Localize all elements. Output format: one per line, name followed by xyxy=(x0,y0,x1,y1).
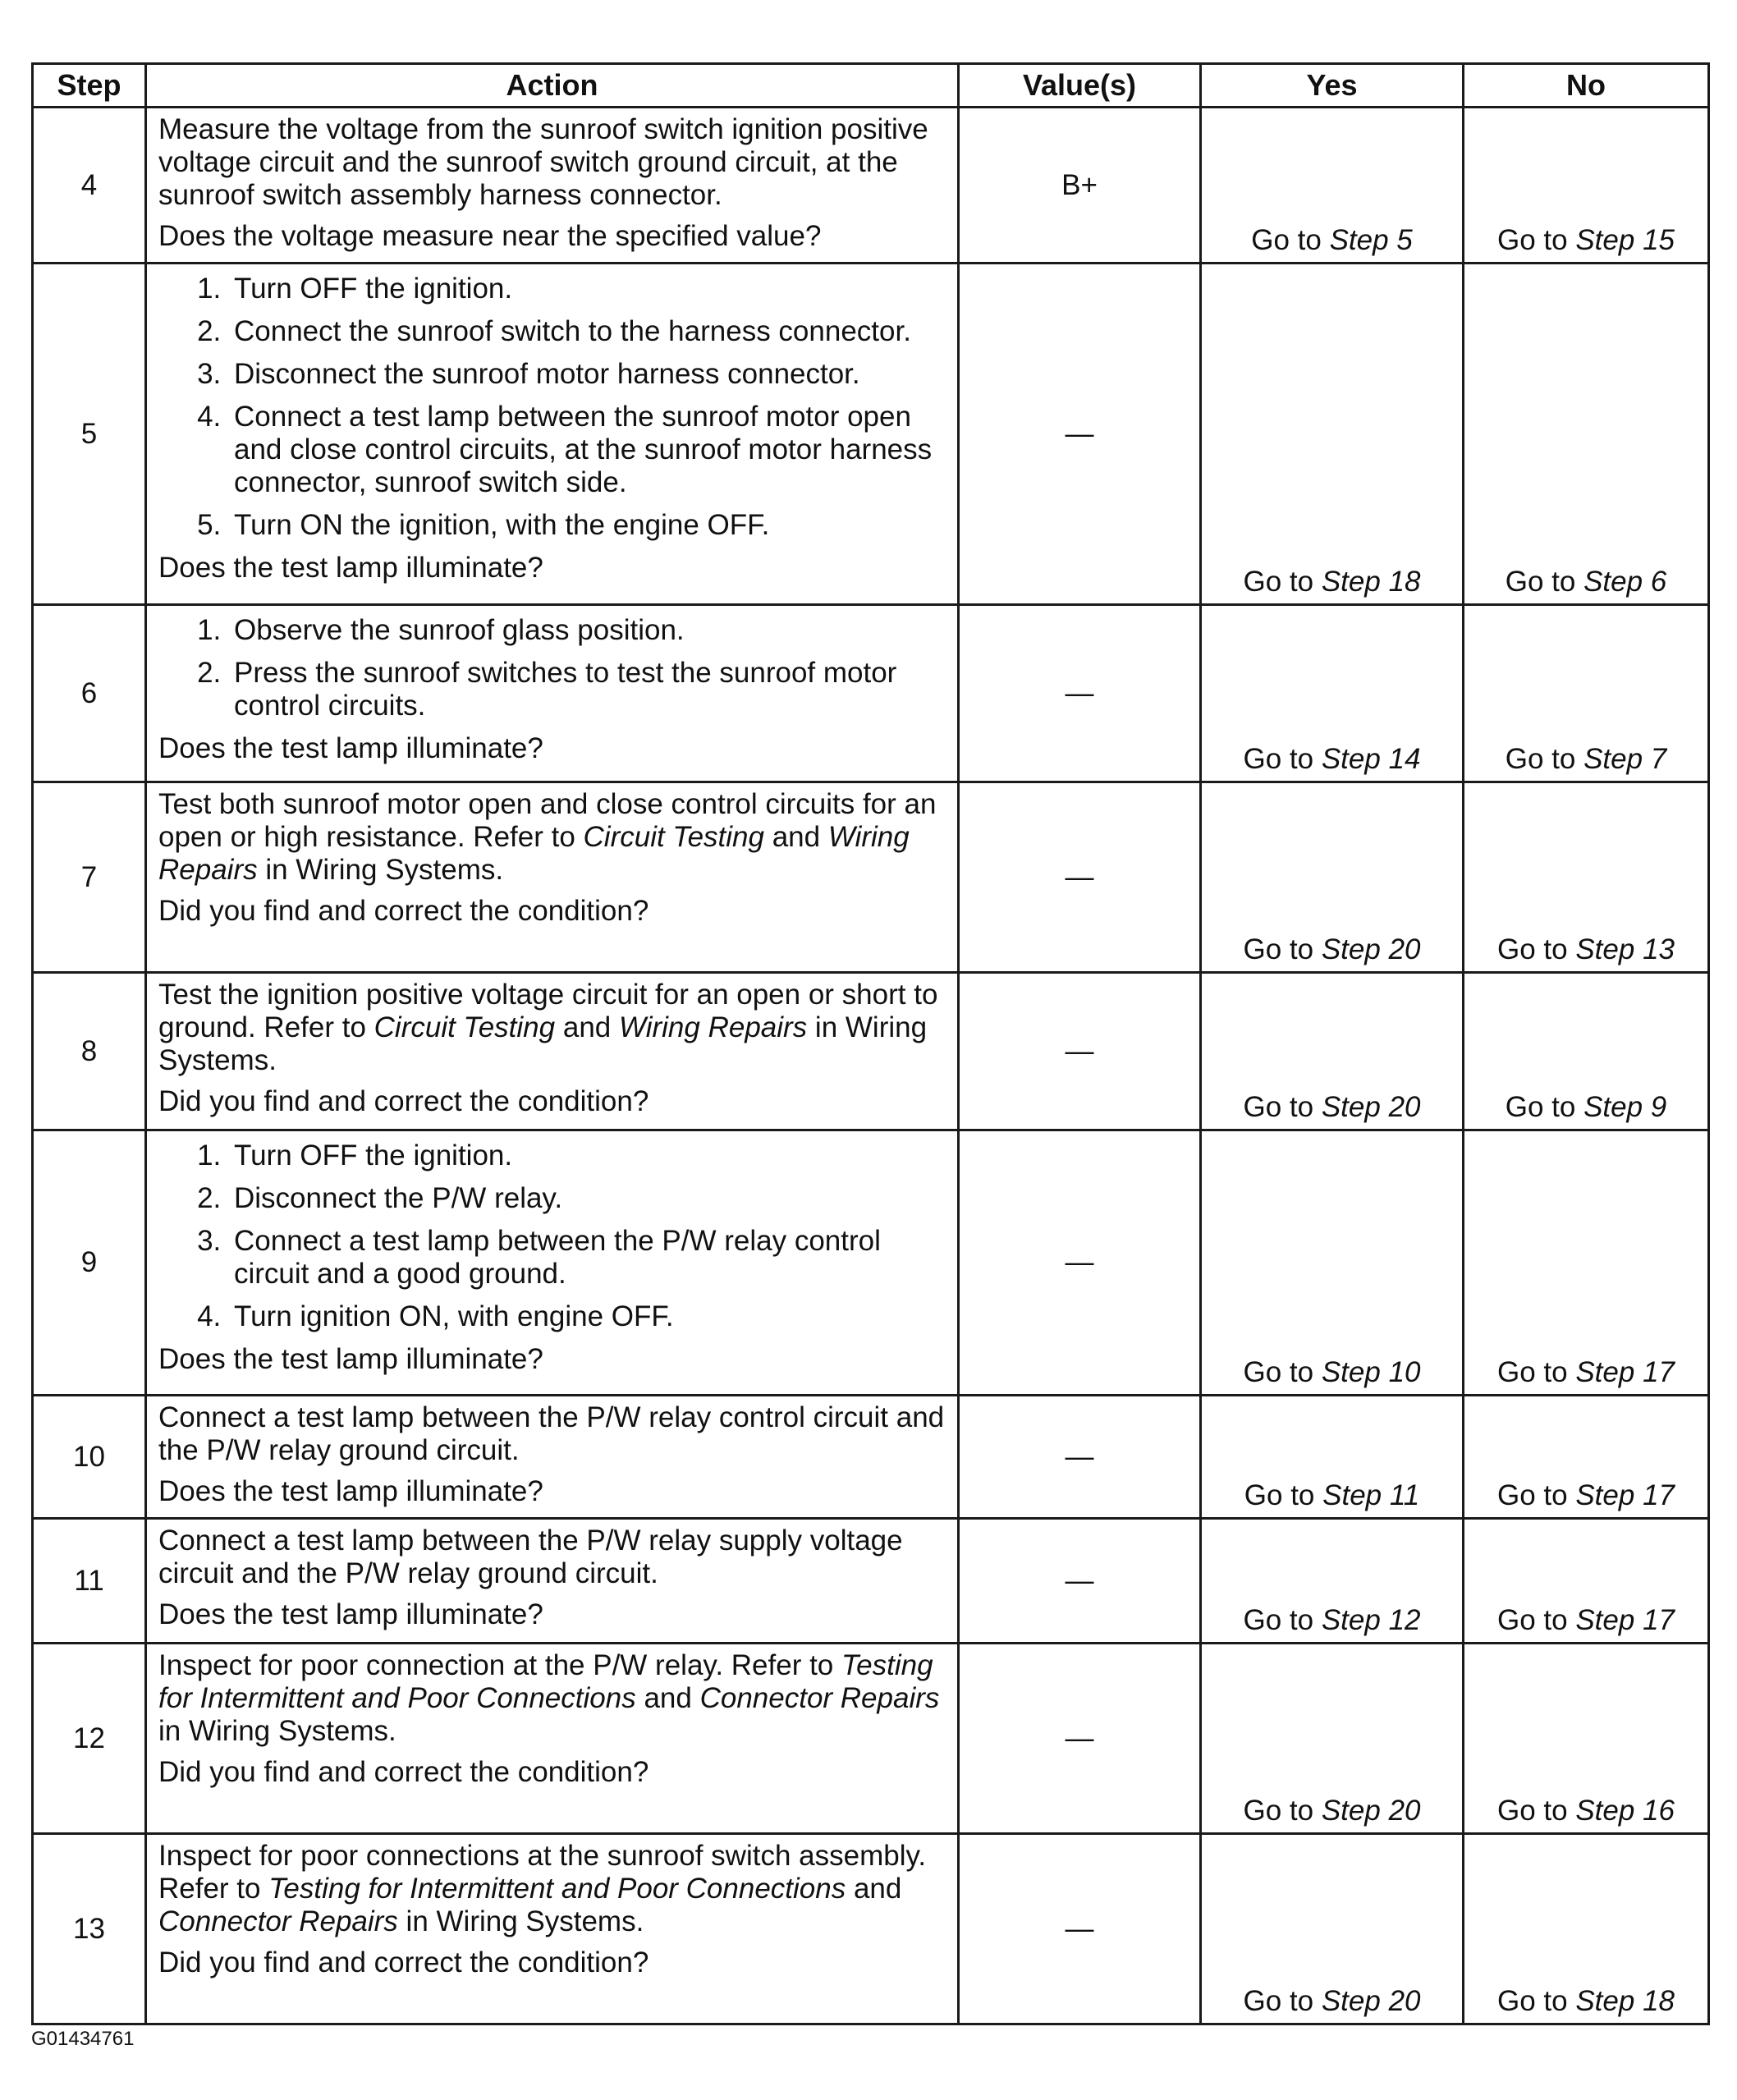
goto-step-number: 9 xyxy=(1650,1091,1667,1123)
goto-label: Go to xyxy=(1505,566,1576,598)
no-cell xyxy=(1464,1130,1709,1396)
header-no: No xyxy=(1464,64,1709,108)
action-text xyxy=(158,788,947,887)
action-text xyxy=(158,1525,947,1590)
goto-step-number: 6 xyxy=(1650,566,1667,598)
yes-cell xyxy=(1201,264,1464,605)
substep-list xyxy=(158,1139,947,1333)
step-word: Step xyxy=(1575,1356,1635,1388)
step-word: Step xyxy=(1321,933,1381,965)
goto-label: Go to xyxy=(1243,1356,1314,1388)
header-values: Value(s) xyxy=(959,64,1201,108)
step-word: Step xyxy=(1575,224,1635,256)
action-cell xyxy=(146,782,959,973)
action-text xyxy=(158,1840,947,1938)
goto-label: Go to xyxy=(1496,933,1568,965)
action-cell xyxy=(146,605,959,782)
value-cell: — xyxy=(959,1396,1201,1519)
step-number: 9 xyxy=(33,1130,146,1396)
action-text-segment: and xyxy=(555,1011,619,1043)
header-action: Action xyxy=(146,64,959,108)
goto-step-number: 20 xyxy=(1388,1795,1421,1827)
action-text-segment: and xyxy=(635,1682,700,1714)
action-question: Does the test lamp illuminate? xyxy=(158,1475,543,1507)
step-number: 11 xyxy=(33,1519,146,1644)
value-cell: — xyxy=(959,973,1201,1130)
action-question: Does the test lamp illuminate? xyxy=(158,732,543,764)
yes-cell xyxy=(1201,973,1464,1130)
action-cell xyxy=(146,973,959,1130)
yes-cell xyxy=(1201,108,1464,264)
goto-label: Go to xyxy=(1496,1479,1568,1511)
goto-label: Go to xyxy=(1496,224,1568,256)
table-row xyxy=(33,264,1709,605)
step-number: 4 xyxy=(33,108,146,264)
action-cell xyxy=(146,264,959,605)
substep-item: 5. Turn ON the ignition, with the engine OFF. xyxy=(229,509,947,542)
table-row xyxy=(33,605,1709,782)
step-word: Step xyxy=(1575,1795,1635,1827)
step-number: 10 xyxy=(33,1396,146,1519)
action-cell xyxy=(146,1834,959,2024)
table-row xyxy=(33,108,1709,264)
action-text-segment: in Wiring Systems. xyxy=(397,1905,644,1937)
value-cell: — xyxy=(959,264,1201,605)
step-number: 7 xyxy=(33,782,146,973)
reference-title: Connector Repairs xyxy=(158,1905,398,1937)
value-cell: — xyxy=(959,605,1201,782)
goto-label: Go to xyxy=(1243,933,1314,965)
action-text xyxy=(158,1401,947,1467)
value-cell: — xyxy=(959,1834,1201,2024)
step-word: Step xyxy=(1321,1356,1381,1388)
header-yes: Yes xyxy=(1201,64,1464,108)
step-word: Step xyxy=(1575,933,1635,965)
action-question: Does the test lamp illuminate? xyxy=(158,1598,543,1630)
step-word: Step xyxy=(1321,743,1381,775)
action-question: Did you find and correct the condition? xyxy=(158,895,649,927)
step-word: Step xyxy=(1575,1479,1635,1511)
action-text-segment: Test the ignition positive voltage circuit for an open or short to ground. Refer to xyxy=(158,979,938,1043)
substep-item: 3. Disconnect the sunroof motor harness connector. xyxy=(229,358,947,391)
step-word: Step xyxy=(1575,1604,1635,1636)
substep-item: 2. Connect the sunroof switch to the harness connector. xyxy=(229,315,947,348)
no-cell xyxy=(1464,108,1709,264)
action-text-segment: Inspect for poor connection at the P/W relay. Refer to xyxy=(158,1649,841,1681)
goto-label: Go to xyxy=(1496,1985,1568,2017)
substep-item: 1. Observe the sunroof glass position. xyxy=(229,614,947,647)
action-question: Did you find and correct the condition? xyxy=(158,1946,649,1978)
no-cell xyxy=(1464,264,1709,605)
goto-step-number: 17 xyxy=(1643,1356,1675,1388)
goto-label: Go to xyxy=(1243,743,1314,775)
yes-cell xyxy=(1201,1396,1464,1519)
step-word: Step xyxy=(1321,566,1381,598)
yes-cell xyxy=(1201,1519,1464,1644)
goto-label: Go to xyxy=(1243,1604,1314,1636)
goto-step-number: 16 xyxy=(1643,1795,1675,1827)
no-cell xyxy=(1464,1834,1709,2024)
table-row xyxy=(33,973,1709,1130)
value-cell: B+ xyxy=(959,108,1201,264)
substep-item: 3. Connect a test lamp between the P/W relay control circuit and a good ground. xyxy=(229,1225,947,1291)
header-row xyxy=(33,64,1709,108)
value-cell: — xyxy=(959,1130,1201,1396)
step-word: Step xyxy=(1322,1479,1382,1511)
substep-item: 2. Disconnect the P/W relay. xyxy=(229,1182,947,1215)
goto-step-number: 17 xyxy=(1643,1604,1675,1636)
table-row xyxy=(33,782,1709,973)
goto-step-number: 12 xyxy=(1388,1604,1421,1636)
step-number: 8 xyxy=(33,973,146,1130)
goto-label: Go to xyxy=(1244,1479,1315,1511)
table-row xyxy=(33,1130,1709,1396)
action-question: Does the test lamp illuminate? xyxy=(158,1343,543,1375)
goto-label: Go to xyxy=(1496,1604,1568,1636)
yes-cell xyxy=(1201,1130,1464,1396)
goto-step-number: 11 xyxy=(1389,1479,1420,1511)
goto-step-number: 20 xyxy=(1388,1091,1421,1123)
action-cell xyxy=(146,1130,959,1396)
goto-step-number: 15 xyxy=(1643,224,1675,256)
substep-item: 4. Turn ignition ON, with engine OFF. xyxy=(229,1300,947,1333)
substep-list xyxy=(158,273,947,542)
action-question: Does the test lamp illuminate? xyxy=(158,552,543,584)
action-text xyxy=(158,979,947,1077)
action-text-segment: Connect a test lamp between the P/W relay control circuit and the P/W relay ground circuit. xyxy=(158,1401,945,1466)
action-text-segment: and xyxy=(763,821,828,853)
goto-step-number: 17 xyxy=(1643,1479,1675,1511)
goto-label: Go to xyxy=(1505,1091,1576,1123)
step-number: 12 xyxy=(33,1644,146,1834)
table-row xyxy=(33,1396,1709,1519)
yes-cell xyxy=(1201,1644,1464,1834)
goto-step-number: 18 xyxy=(1388,566,1421,598)
action-cell xyxy=(146,108,959,264)
step-word: Step xyxy=(1583,1091,1643,1123)
goto-step-number: 20 xyxy=(1388,933,1421,965)
header-step: Step xyxy=(33,64,146,108)
table-body xyxy=(33,108,1709,2024)
goto-step-number: 18 xyxy=(1643,1985,1675,2017)
step-word: Step xyxy=(1321,1091,1381,1123)
figure-code: G01434761 xyxy=(31,2028,135,2050)
substep-item: 4. Connect a test lamp between the sunroof motor open and close control circuits, at the sunroof motor harness connector, sunroof switch side. xyxy=(229,401,947,499)
step-word: Step xyxy=(1583,743,1643,775)
reference-title: Circuit Testing xyxy=(583,821,764,853)
action-text-segment: in Wiring Systems. xyxy=(158,1715,396,1747)
action-text-segment: Inspect for poor connections at the sunroof switch assembly. Refer to xyxy=(158,1840,927,1905)
no-cell xyxy=(1464,605,1709,782)
no-cell xyxy=(1464,1519,1709,1644)
goto-label: Go to xyxy=(1496,1356,1568,1388)
goto-step-number: 7 xyxy=(1650,743,1667,775)
goto-label: Go to xyxy=(1243,566,1314,598)
step-word: Step xyxy=(1583,566,1643,598)
diagnostic-table xyxy=(31,62,1710,2025)
step-word: Step xyxy=(1321,1604,1381,1636)
yes-cell xyxy=(1201,1834,1464,2024)
action-question: Did you find and correct the condition? xyxy=(158,1756,649,1788)
reference-title: Testing for Intermittent and Poor Connections xyxy=(268,1873,846,1905)
substep-item: 1. Turn OFF the ignition. xyxy=(229,1139,947,1172)
action-text-segment: Measure the voltage from the sunroof switch ignition positive voltage circuit and the sunroof switch ground circuit, at the sunroof switch assembly harness connector. xyxy=(158,113,928,211)
goto-step-number: 13 xyxy=(1643,933,1675,965)
yes-cell xyxy=(1201,782,1464,973)
goto-step-number: 10 xyxy=(1388,1356,1421,1388)
action-cell xyxy=(146,1644,959,1834)
action-question: Does the voltage measure near the specified value? xyxy=(158,220,822,252)
substep-item: 2. Press the sunroof switches to test the sunroof motor control circuits. xyxy=(229,657,947,722)
substep-item: 1. Turn OFF the ignition. xyxy=(229,273,947,305)
goto-label: Go to xyxy=(1243,1795,1314,1827)
table-row xyxy=(33,1834,1709,2024)
action-text xyxy=(158,113,947,212)
goto-label: Go to xyxy=(1251,224,1322,256)
action-text-segment: Test both sunroof motor open and close control circuits for an open or high resistance. Refer to xyxy=(158,788,937,853)
goto-step-number: 14 xyxy=(1388,743,1421,775)
value-cell: — xyxy=(959,1519,1201,1644)
step-word: Step xyxy=(1329,224,1389,256)
no-cell xyxy=(1464,782,1709,973)
step-word: Step xyxy=(1321,1795,1381,1827)
step-word: Step xyxy=(1575,1985,1635,2017)
reference-title: Connector Repairs xyxy=(699,1682,940,1714)
step-word: Step xyxy=(1321,1985,1381,2017)
reference-title: Wiring Repairs xyxy=(618,1011,808,1043)
value-cell: — xyxy=(959,782,1201,973)
action-text xyxy=(158,1649,947,1748)
step-number: 5 xyxy=(33,264,146,605)
goto-label: Go to xyxy=(1505,743,1576,775)
yes-cell xyxy=(1201,605,1464,782)
table-row xyxy=(33,1644,1709,1834)
no-cell xyxy=(1464,1644,1709,1834)
goto-label: Go to xyxy=(1496,1795,1568,1827)
reference-title: Circuit Testing xyxy=(374,1011,556,1043)
no-cell xyxy=(1464,973,1709,1130)
action-text-segment: Connect a test lamp between the P/W relay supply voltage circuit and the P/W relay ground circuit. xyxy=(158,1525,903,1589)
goto-label: Go to xyxy=(1243,1091,1314,1123)
reference-title: Wiring Repairs xyxy=(158,821,910,886)
substep-list xyxy=(158,614,947,722)
goto-step-number: 5 xyxy=(1396,224,1413,256)
goto-label: Go to xyxy=(1243,1985,1314,2017)
action-text-segment: in Wiring Systems. xyxy=(158,1011,928,1076)
no-cell xyxy=(1464,1396,1709,1519)
goto-step-number: 20 xyxy=(1388,1985,1421,2017)
action-text-segment: and xyxy=(846,1873,902,1905)
action-text-segment: in Wiring Systems. xyxy=(257,854,504,886)
action-question: Did you find and correct the condition? xyxy=(158,1085,649,1117)
reference-title: Testing for Intermittent and Poor Connections xyxy=(158,1649,933,1714)
step-number: 6 xyxy=(33,605,146,782)
step-number: 13 xyxy=(33,1834,146,2024)
action-cell xyxy=(146,1396,959,1519)
table-row xyxy=(33,1519,1709,1644)
action-cell xyxy=(146,1519,959,1644)
value-cell: — xyxy=(959,1644,1201,1834)
